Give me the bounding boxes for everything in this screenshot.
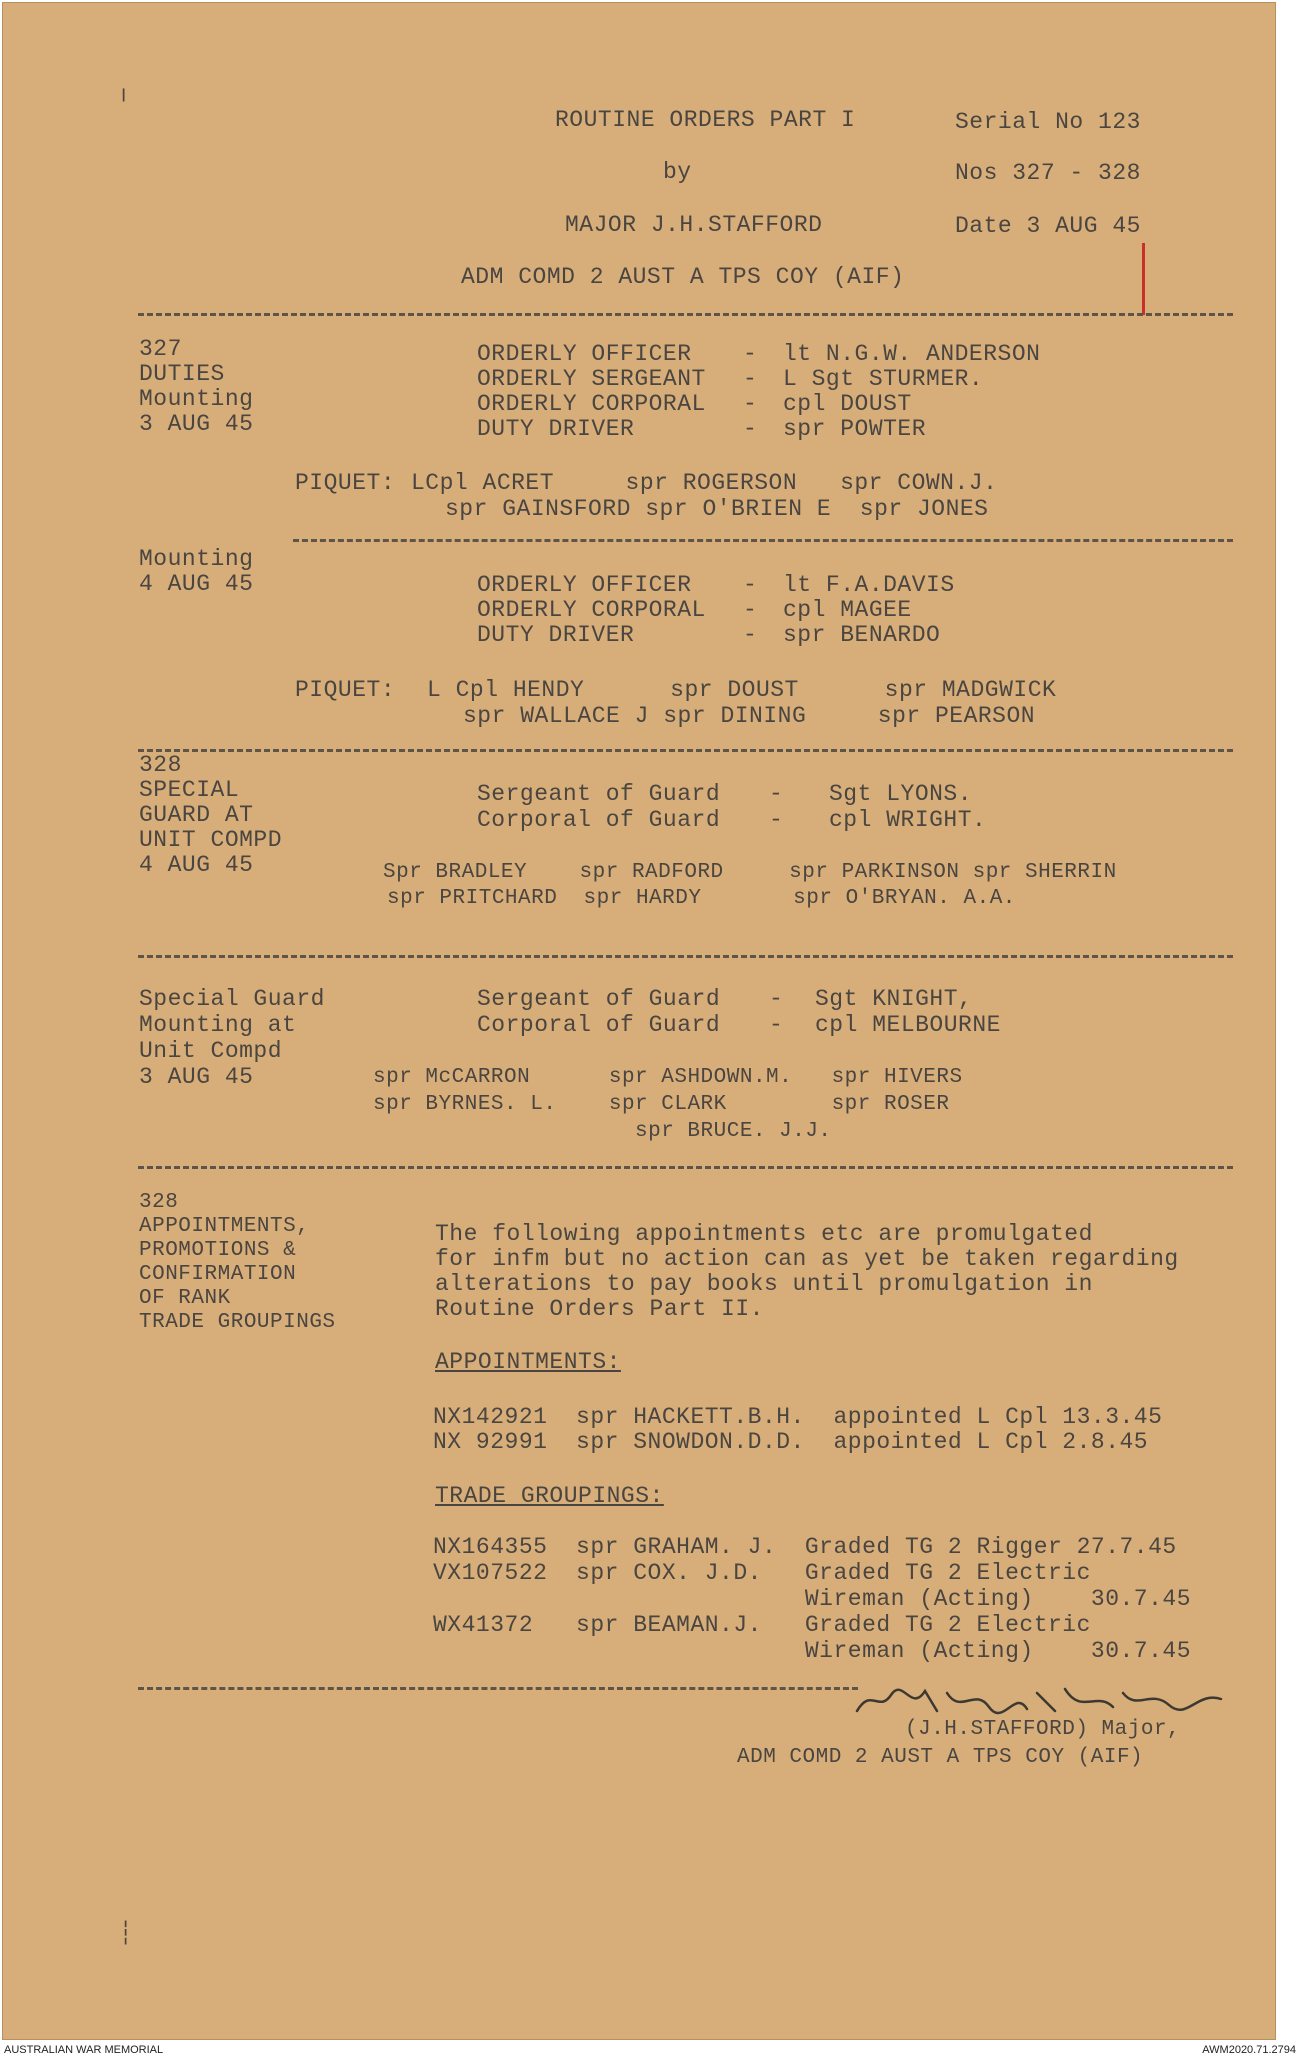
- divider: [138, 1687, 858, 1690]
- guard-men-line: spr PRITCHARD spr HARDY spr O'BRYAN. A.A.: [387, 887, 1016, 910]
- piquet-line: spr WALLACE J spr DINING spr PEARSON: [463, 703, 1036, 729]
- guard-2-men-line: spr McCARRON spr ASHDOWN.M. spr HIVERS: [373, 1066, 963, 1089]
- order-date: Date 3 AUG 45: [955, 213, 1141, 239]
- order-numbers: Nos 327 - 328: [955, 160, 1141, 186]
- appointments-list: NX142921 spr HACKETT.B.H. appointed L Cpl 13.3.45 NX 92991 spr SNOWDON.D.D. appointed L Cpl 2.8.45: [433, 1404, 1163, 1455]
- document-page: [2, 2, 1276, 2040]
- trade-groupings-heading: TRADE GROUPINGS:: [435, 1483, 664, 1509]
- guard-2-seps: - -: [769, 986, 784, 1038]
- serial-number: Serial No 123: [955, 109, 1141, 135]
- mounting-roles: ORDERLY OFFICER ORDERLY CORPORAL DUTY DRIVER: [477, 572, 706, 648]
- header-title: ROUTINE ORDERS PART I: [555, 107, 856, 133]
- divider: [138, 313, 1233, 316]
- divider: [138, 1166, 1233, 1169]
- piquet-line: L Cpl HENDY spr DOUST spr MADGWICK: [427, 677, 1057, 703]
- footer-archive: AUSTRALIAN WAR MEMORIAL: [4, 2044, 164, 2056]
- guard-roles: Sergeant of Guard Corporal of Guard: [477, 781, 721, 833]
- divider: [138, 749, 1233, 752]
- divider: [138, 955, 1233, 958]
- guard-2-roles: Sergeant of Guard Corporal of Guard: [477, 986, 721, 1038]
- signatory-unit: ADM COMD 2 AUST A TPS COY (AIF): [737, 1746, 1144, 1769]
- handwritten-signature: [851, 1681, 1231, 1721]
- pencil-mark: ┆: [119, 1922, 133, 1947]
- guard-men-line: Spr BRADLEY spr RADFORD spr PARKINSON spr SHERRIN: [383, 861, 1117, 884]
- special-guard-side-heading: 328 SPECIAL GUARD AT UNIT COMPD 4 AUG 45: [139, 752, 283, 878]
- piquet-label: PIQUET:: [295, 677, 396, 703]
- guard-2-names: Sgt KNIGHT, cpl MELBOURNE: [815, 986, 1001, 1038]
- piquet-line: LCpl ACRET spr ROGERSON spr COWN.J.: [411, 470, 998, 496]
- mounting-names: lt F.A.DAVIS cpl MAGEE spr BENARDO: [783, 572, 955, 648]
- guard-seps: - -: [769, 781, 784, 833]
- duties-names: lt N.G.W. ANDERSON L Sgt STURMER. cpl DOUST spr POWTER: [783, 341, 1041, 442]
- red-pencil-mark: [1142, 243, 1145, 315]
- guard-names: Sgt LYONS. cpl WRIGHT.: [829, 781, 987, 833]
- pencil-mark: ╷: [117, 78, 131, 103]
- divider: [293, 539, 1233, 542]
- appointments-paragraph: The following appointments etc are promulgated for infm but no action can as yet be taken regarding alterations to pay books until promulgation in Routine Orders Part II.: [435, 1221, 1179, 1322]
- footer-reference: AWM2020.71.2794: [1202, 2044, 1296, 2056]
- issuing-officer: MAJOR J.H.STAFFORD: [565, 212, 823, 238]
- mounting-seps: - - -: [743, 572, 758, 648]
- unit-name: ADM COMD 2 AUST A TPS COY (AIF): [461, 264, 905, 290]
- signatory-name: (J.H.STAFFORD) Major,: [905, 1718, 1181, 1741]
- header-by: by: [663, 159, 692, 185]
- mounting-side-heading: Mounting 4 AUG 45: [139, 546, 254, 597]
- duties-seps: - - - -: [743, 341, 758, 442]
- special-guard-2-side-heading: Special Guard Mounting at Unit Compd 3 AUG 45: [139, 986, 325, 1090]
- guard-2-men-line: spr BYRNES. L. spr CLARK spr ROSER: [373, 1093, 950, 1116]
- appointments-side-heading: 328 APPOINTMENTS, PROMOTIONS & CONFIRMATION OF RANK TRADE GROUPINGS: [139, 1191, 336, 1334]
- guard-2-men-line: spr BRUCE. J.J.: [635, 1120, 832, 1143]
- trade-groupings-list: NX164355 spr GRAHAM. J. Graded TG 2 Rigger 27.7.45 VX107522 spr COX. J.D. Graded TG 2 Electric Wireman (Acting) 30.7.45 WX41372 spr BEAMAN.J. Graded TG 2 Electric Wireman (Acting) 30.7.45: [433, 1534, 1192, 1664]
- duties-side-heading: 327 DUTIES Mounting 3 AUG 45: [139, 336, 254, 437]
- appointments-heading: APPOINTMENTS:: [435, 1349, 621, 1375]
- piquet-line: spr GAINSFORD spr O'BRIEN E spr JONES: [445, 496, 989, 522]
- piquet-label: PIQUET:: [295, 470, 396, 496]
- duties-roles: ORDERLY OFFICER ORDERLY SERGEANT ORDERLY CORPORAL DUTY DRIVER: [477, 341, 706, 442]
